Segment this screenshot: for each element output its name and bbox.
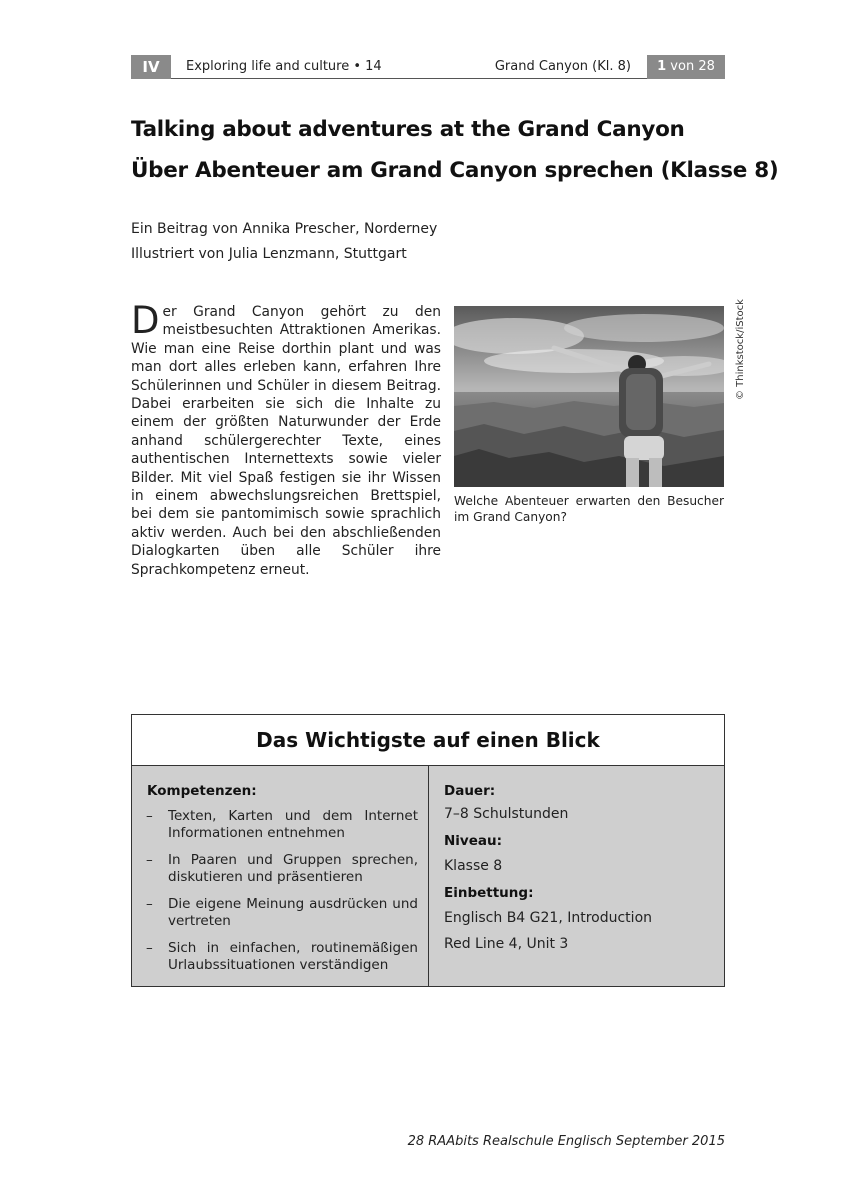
page-header bbox=[131, 55, 725, 79]
intro-text: er Grand Canyon gehört zu den meistbesuchten Attraktionen Amerikas. Wie man eine Reise dorthin plant und was man dort alles erleben kann, erfahren Ihre Schülerinnen und Schüler in diesem Beitrag. Dabei erarbeiten sie sich die Inhalte zu einem der größten Naturwunder der Erde anhand schülergerechter Texte, eines authentischen Internettexts sowie vieler Bilder. Mit viel Spaß festigen sie ihr Wissen in einem abwechslungsreichen Brettspiel, bei dem sie pantomimisch sowie sprachlich aktiv werden. Auch bei den abschließenden Dialogkarten üben alle Schüler ihre Sprachkompetenz erneut. bbox=[131, 304, 441, 578]
section-badge: IV bbox=[131, 55, 171, 79]
summary-box-body bbox=[132, 766, 724, 986]
competence-item: – Sich in einfachen, routinemäßigen Urlaubssituationen verständigen bbox=[146, 940, 418, 973]
level-value: Klasse 8 bbox=[444, 858, 503, 874]
summary-box-title: Das Wichtigste auf einen Blick bbox=[132, 715, 724, 766]
series-label: Exploring life and culture • 14 bbox=[186, 59, 382, 74]
details-column bbox=[429, 766, 724, 986]
summary-box bbox=[131, 714, 725, 987]
photo-credit: © Thinkstock/iStock bbox=[735, 299, 746, 400]
embedding-value: Englisch B4 G21, Introduction bbox=[444, 910, 653, 926]
intro-paragraph bbox=[131, 299, 441, 579]
page-number: 1 bbox=[657, 59, 667, 74]
competences-column bbox=[132, 766, 429, 986]
duration-label: Dauer: bbox=[444, 783, 496, 799]
illustrator-line: Illustriert von Julia Lenzmann, Stuttgart bbox=[131, 246, 407, 262]
competences-label: Kompetenzen: bbox=[147, 783, 257, 799]
title-english: Talking about adventures at the Grand Canyon bbox=[131, 117, 685, 142]
grand-canyon-photo bbox=[454, 306, 724, 487]
embedding-value: Red Line 4, Unit 3 bbox=[444, 936, 569, 952]
page-footer: 28 RAAbits Realschule Englisch September 2015 bbox=[407, 1134, 725, 1149]
competence-item: – Texten, Karten und dem Internet Informationen entnehmen bbox=[146, 808, 418, 841]
title-german: Über Abenteuer am Grand Canyon sprechen (Klasse 8) bbox=[131, 158, 779, 183]
author-line: Ein Beitrag von Annika Prescher, Norderney bbox=[131, 221, 438, 237]
page-total: von 28 bbox=[666, 59, 715, 74]
topic-label: Grand Canyon (Kl. 8) bbox=[494, 59, 631, 74]
hiker-at-canyon-image bbox=[454, 306, 724, 487]
page-indicator bbox=[647, 55, 725, 79]
photo-caption: Welche Abenteuer erwarten den Besucher im Grand Canyon? bbox=[454, 494, 724, 524]
drop-cap: D bbox=[131, 299, 160, 342]
level-label: Niveau: bbox=[444, 833, 503, 849]
duration-value: 7–8 Schulstunden bbox=[444, 806, 569, 822]
competence-item: – In Paaren und Gruppen sprechen, diskutieren und präsentieren bbox=[146, 852, 418, 885]
competence-item: – Die eigene Meinung ausdrücken und vertreten bbox=[146, 896, 418, 929]
embedding-label: Einbettung: bbox=[444, 885, 534, 901]
